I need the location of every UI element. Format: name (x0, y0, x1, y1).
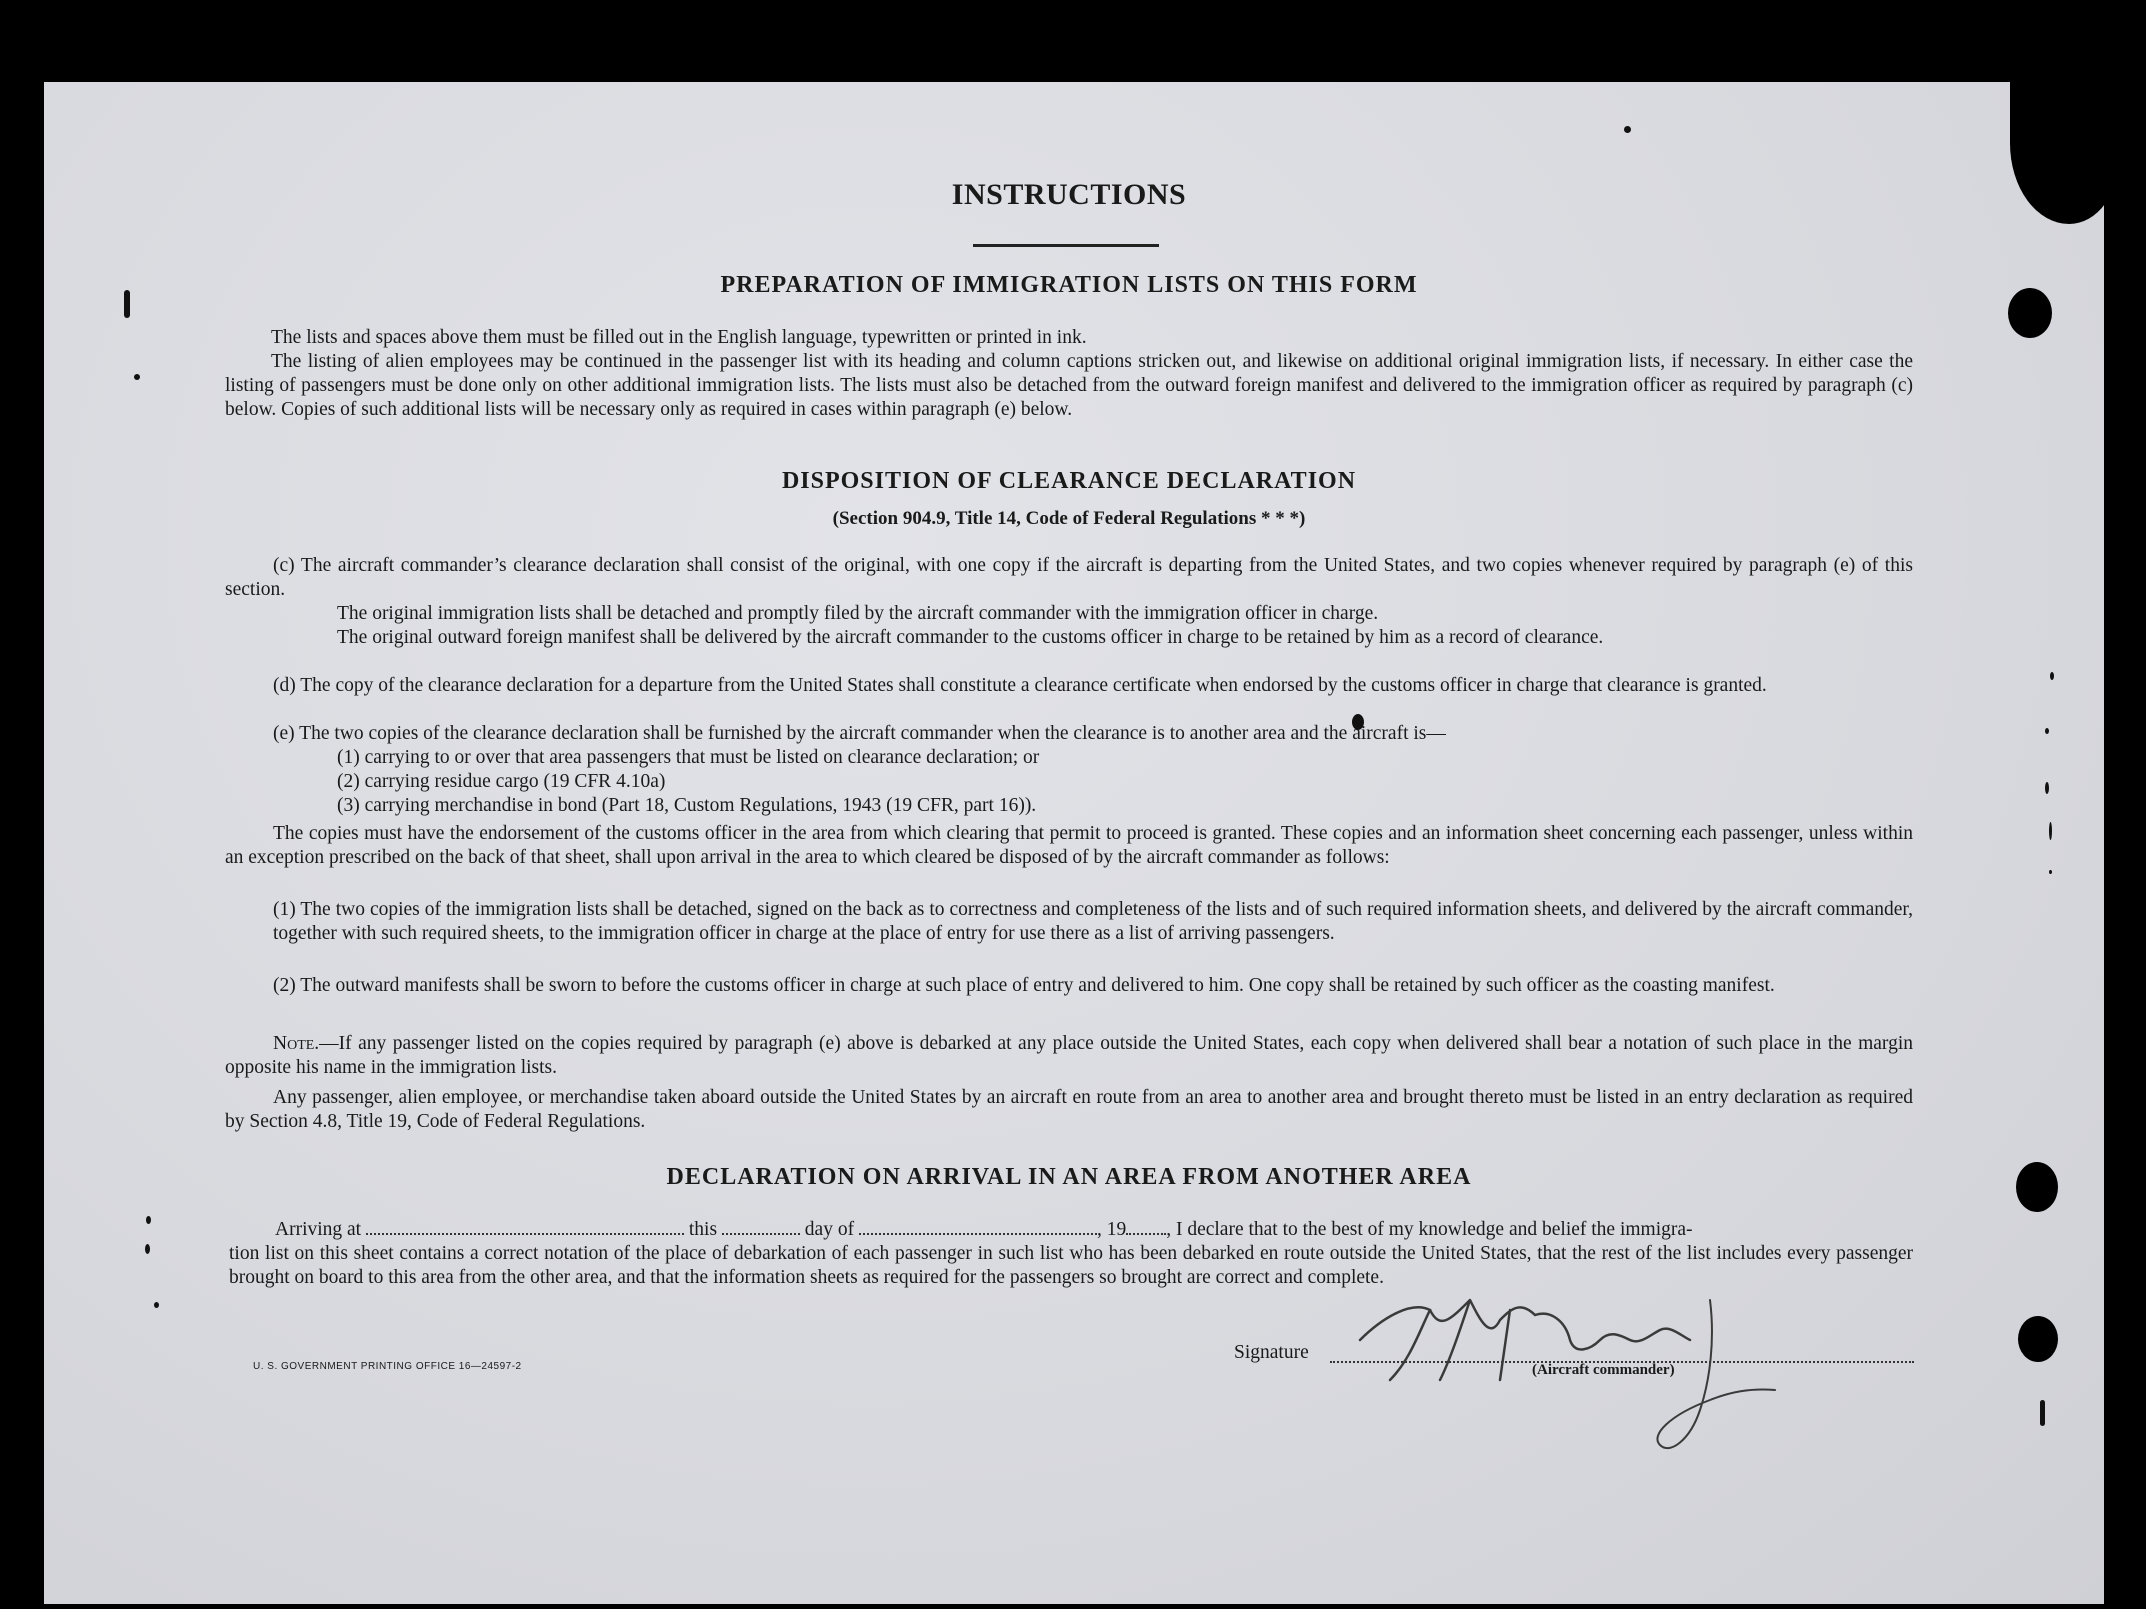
declaration-line-1-rest: , I declare that to the best of my knowledge and belief the immigra- (1166, 1219, 1693, 1240)
paragraph-e: (e) The two copies of the clearance declaration shall be furnished by the aircraft commander when the clearance is to another area and the aircraft is— (273, 723, 1446, 744)
ink-speck (1624, 126, 1631, 133)
declaration-first-line (275, 1218, 1693, 1242)
note-label: Note. (273, 1033, 320, 1054)
day-number-field[interactable] (722, 1219, 800, 1235)
immigration-paragraph-1: The lists and spaces above them must be filled out in the English language, typewritten or printed in ink. (271, 327, 1087, 348)
copies-item-1: (1) The two copies of the immigration lists shall be detached, signed on the back as to correctness and completeness of the lists and of such required information sheets, and delivered by the aircraft commander, together with such required sheets, to the immigration officer in charge at the place of entry for use there as a list of arriving passengers. (273, 899, 1913, 944)
ink-speck (2050, 672, 2054, 680)
printing-office-footer: U. S. GOVERNMENT PRINTING OFFICE 16—24597-2 (253, 1361, 522, 1372)
paragraph-e-item-2: (2) carrying residue cargo (19 CFR 4.10a) (337, 771, 666, 792)
immigration-paragraph-2: The listing of alien employees may be continued in the passenger list with its heading and column captions stricken out, and likewise on additional original immigration lists, if necessary. In either case the listing of passengers must be done only on other additional immigration lists. The lists must also be detached from the outward foreign manifest and delivered to the immigration officer as required by paragraph (c) below. Copies of such additional lists will be necessary only as required in cases within paragraph (e) below. (225, 351, 1913, 420)
this-label: this (688, 1219, 718, 1240)
paragraph-c: (c) The aircraft commander’s clearance declaration shall consist of the original, with one copy if the aircraft is departing from the United States, and two copies whenever required by paragraph (e) of this section. (225, 555, 1913, 600)
ink-speck (2049, 870, 2052, 874)
paragraph-c-immigration-lists: The original immigration lists shall be detached and promptly filed by the aircraft commander with the immigration officer in charge. (337, 603, 1379, 624)
arriving-at-label: Arriving at (275, 1219, 362, 1240)
year-prefix-label: , 19 (1096, 1219, 1127, 1240)
arriving-at-field[interactable] (366, 1219, 684, 1235)
punch-hole (2016, 1162, 2058, 1212)
ink-speck (2045, 728, 2049, 734)
day-of-label: day of (804, 1219, 855, 1240)
title-rule (973, 244, 1159, 247)
note-paragraph (225, 1032, 1913, 1080)
paragraph-d: (d) The copy of the clearance declaration for a departure from the United States shall constitute a clearance certificate when endorsed by the customs officer in charge that clearance is granted. (273, 675, 1767, 696)
handwritten-signature (1350, 1280, 1800, 1460)
signature-label: Signature (1234, 1342, 1309, 1363)
ink-speck (145, 1244, 150, 1254)
disposition-subheading: (Section 904.9, Title 14, Code of Federal Regulations * * *) (832, 508, 1306, 529)
any-passenger-paragraph: Any passenger, alien employee, or merchandise taken aboard outside the United States by an aircraft en route from an area to another area and brought thereto must be listed in an entry declaration as required by Section 4.8, Title 19, Code of Federal Regulations. (225, 1087, 1913, 1132)
ink-speck (2045, 782, 2049, 794)
immigration-heading: PREPARATION OF IMMIGRATION LISTS ON THIS FORM (720, 272, 1418, 298)
copies-paragraph: The copies must have the endorsement of the customs officer in the area from which clearing that permit to proceed is granted. These copies and an information sheet concerning each passenger, unless within an exception prescribed on the back of that sheet, shall upon arrival in the area to which cleared be disposed of by the aircraft commander as follows: (225, 823, 1913, 868)
declaration-heading: DECLARATION ON ARRIVAL IN AN AREA FROM ANOTHER AREA (666, 1164, 1472, 1190)
punch-hole (2018, 1316, 2058, 1362)
ink-speck (2040, 1400, 2045, 1426)
declaration-continuation: tion list on this sheet contains a correct notation of the place of debarkation of each passenger in such list who has been debarked en route outside the United States, that the rest of the list includes every passenger brought on board to this area from the other area, and that the information sheets as required for the passengers so brought are correct and complete. (229, 1243, 1913, 1288)
disposition-heading: DISPOSITION OF CLEARANCE DECLARATION (781, 468, 1357, 494)
paragraph-c-manifest: The original outward foreign manifest shall be delivered by the aircraft commander to the customs officer in charge to be retained by him as a record of clearance. (337, 627, 1604, 648)
ink-speck (154, 1302, 159, 1308)
torn-corner (2060, 60, 2120, 200)
ink-speck (2049, 822, 2052, 840)
ink-speck (146, 1216, 151, 1224)
year-field[interactable] (1126, 1219, 1166, 1235)
copies-item-2: (2) The outward manifests shall be sworn to before the customs officer in charge at such place of entry and delivered to him. One copy shall be retained by such officer as the coasting manifest. (273, 975, 1775, 996)
paragraph-e-item-3: (3) carrying merchandise in bond (Part 18, Custom Regulations, 1943 (19 CFR, part 16)). (337, 795, 1037, 816)
paragraph-e-item-1: (1) carrying to or over that area passengers that must be listed on clearance declaration; or (337, 747, 1040, 768)
ink-speck (124, 290, 130, 318)
month-field[interactable] (859, 1219, 1097, 1235)
punch-hole (2008, 288, 2052, 338)
note-text: —If any passenger listed on the copies required by paragraph (e) above is debarked at any place outside the United States, each copy when delivered shall bear a notation of such place in the margin opposite his name in the immigration lists. (225, 1033, 1913, 1078)
ink-speck (134, 374, 140, 380)
signature-caption: (Aircraft commander) (1532, 1362, 1675, 1378)
instructions-title: INSTRUCTIONS (951, 178, 1187, 211)
